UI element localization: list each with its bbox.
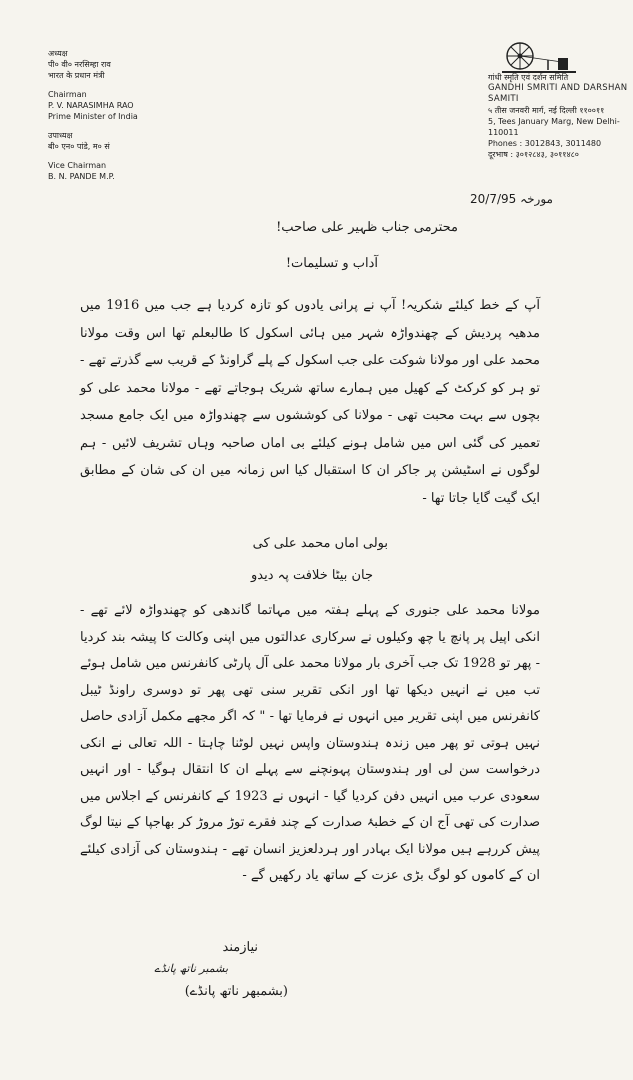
chairman-role-hindi: भारत के प्रधान मंत्री (48, 71, 105, 80)
org-address-hindi: ५ तीस जनवरी मार्ग, नई दिल्ली ११००११ (488, 106, 605, 115)
letterhead-left (48, 48, 248, 182)
chairman-role: Prime Minister of India (48, 112, 138, 121)
greeting: آداب و تسلیمات! (285, 256, 378, 271)
signature-name: (بشمبھر ناتھ پانڈے) (184, 984, 288, 999)
org-name: GANDHI SMRITI AND DARSHAN SAMITI (488, 83, 628, 104)
org-address: 5, Tees January Marg, New Delhi-110011 (488, 117, 620, 137)
paragraph-2: مولانا محمد علی جنوری کے پہلے ہفتہ میں مہاتما گاندھی کو چھندواڑہ لائے تھے - انکی اپیل پر پانچ یا چھ وکیلوں نے سرکاری عدالتوں میں اپنی وکالت کا پیشہ بند کردیا - پھر تو 1928 تک جب آخری بار مولانا محمد علی آل پارٹی کانفرنس میں شامل ہوئے تب میں نے انہیں دیکھا تھا اور انکی تقریر سنی تھی پھر تو دوسری راونڈ ٹیبل کانفرنس میں اپنی تقریر میں انہوں نے فرمایا تھا - " کہ اگر مجھے مکمل آزادی حاصل نہیں ہوتی تو پھر میں زندہ ہندوستان واپس نہیں لوٹنا چاہتا - اللہ تعالی نے انکی درخواست سن لی اور ہندوستان پہونچنے سے پہلے ان کا انتقال ہوگیا - اور انہیں سعودی عرب میں انہیں دفن کردیا گیا - انہوں نے 1923 کے کانفرنس کے اجلاس میں صدارت کی تھی آج ان کے خطبۂ صدارت کے چند فقرے توڑ مروڑ کر بھاجپا کے نیتا لوگ پیش کررہے ہیں مولانا ایک بہادر اور ہردلعزیز انسان تھے - ہندوستان کی آزادی کیلئے ان کے کاموں کو لوگ بڑی عزت کے ساتھ یاد رکھیں گے - (80, 603, 540, 883)
song-line-1: بولی اماں محمد علی کی (252, 536, 388, 551)
chairman-title-hindi: अध्यक्ष (48, 49, 68, 58)
vice-chairman-title: Vice Chairman (48, 161, 107, 170)
org-name-hindi: गांधी स्मृति एवं दर्शन समिति (488, 73, 569, 82)
salutation: محترمی جناب ظہیر علی صاحب! (276, 220, 458, 235)
letter-date (470, 192, 553, 206)
letterhead-right (488, 72, 628, 160)
vice-chairman-title-hindi: उपाध्यक्ष (48, 131, 73, 140)
song-line-2: جان بیٹا خلافت پہ دیدو (250, 568, 373, 583)
chairman-name-hindi: पी० वी० नरसिम्हा राव (48, 60, 111, 69)
date-label: مورخہ (520, 192, 553, 206)
vice-chairman-name: B. N. PANDE M.P. (48, 172, 115, 181)
vice-chairman-name-hindi: बी० एन० पांडे, म० सं (48, 142, 110, 151)
date-value: 20/7/95 (470, 192, 517, 206)
org-phones: Phones : 3012843, 3011480 (488, 139, 602, 148)
closing: نیازمند (222, 940, 258, 955)
charkha-logo-icon (500, 40, 580, 76)
paragraph-1: آپ کے خط کیلئے شکریہ! آپ نے پرانی یادوں کو تازہ کردیا ہے جب میں 1916 میں مدھیہ پردیش کے چھندواڑہ شہر میں ہائی اسکول کا طالبعلم تھا اس وقت مولانا محمد علی اور مولانا شوکت علی جب اسکول کے پلے گراونڈ کے قریب سے گذرتے تھے - تو ہر کو کرکٹ کے کھیل میں ہمارے ساتھ شریک ہوجاتے تھے - مولانا محمد علی کو بچوں سے بہت محبت تھی - مولانا کی کوششوں سے چھندواڑہ میں ایک جامع مسجد تعمیر کی گئی اس میں شامل ہونے کیلئے بی اماں صاحبہ وہاں تشریف لائیں - ہم لوگوں نے اسٹیشن پر جاکر ان کا استقبال کیا اس زمانہ میں ان کی شان کے مطابق ایک گیت گایا جاتا تھا - (80, 298, 540, 506)
org-phones-hindi: दूरभाष : ३०१२८४३, ३०११४८० (488, 150, 579, 159)
signature-scrawl: بشمبر ناتھ پانڈے (154, 962, 228, 975)
chairman-title: Chairman (48, 90, 87, 99)
chairman-name: P. V. NARASIMHA RAO (48, 101, 134, 110)
